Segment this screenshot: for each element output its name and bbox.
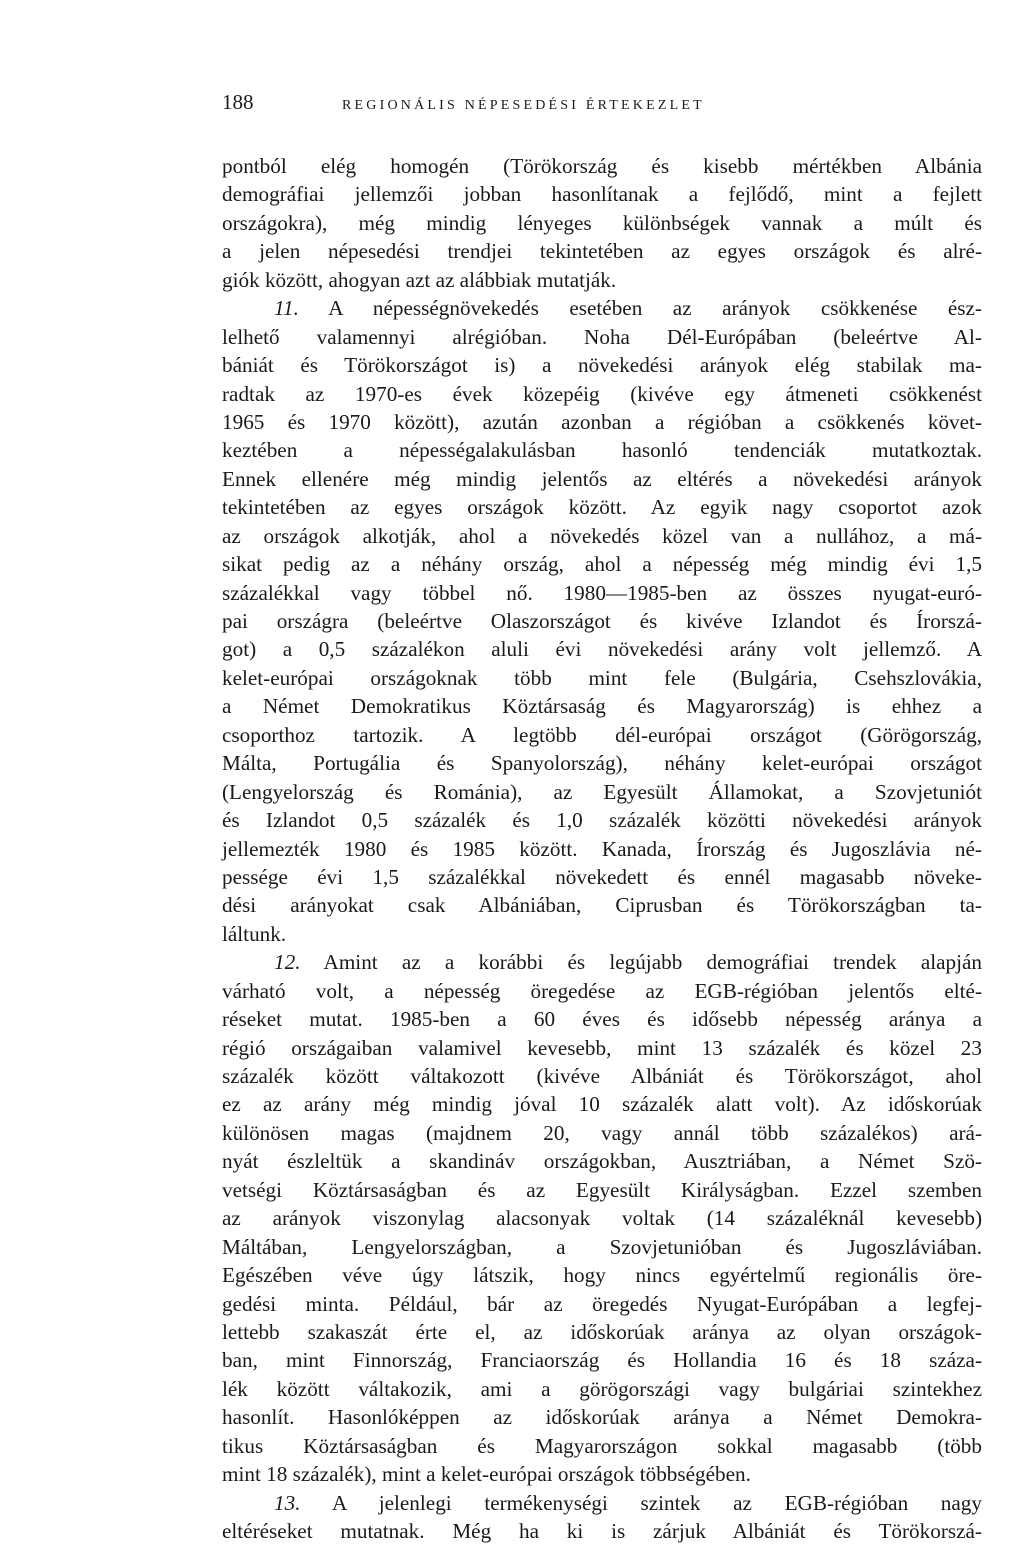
line-text: lék között váltakozik, ami a görögországi vagy bulgáriai szintekhez (222, 1376, 982, 1401)
document-page (222, 90, 982, 1545)
text-line (222, 1176, 982, 1204)
line-text: Málta, Portugália és Spanyolország), néhány kelet-európai országot (222, 751, 982, 776)
line-text: vetségi Köztársaságban és az Egyesült Királyságban. Ezzel szemben (222, 1177, 982, 1202)
text-line (222, 1034, 982, 1062)
line-text: országokra), még mindig lényeges különbségek vannak a múlt és (222, 210, 982, 235)
line-text: az országok alkotják, ahol a növekedés közel van a nullához, a má- (222, 523, 982, 548)
line-text: radtak az 1970-es évek közepéig (kivéve egy átmeneti csökkenést (222, 381, 982, 406)
text-line (222, 778, 982, 806)
line-text: különösen magas (majdnem 20, vagy annál több százalékos) ará- (222, 1120, 982, 1145)
text-line (222, 408, 982, 436)
text-line (222, 323, 982, 351)
text-line (222, 436, 982, 464)
line-text: sikat pedig az a néhány ország, ahol a népesség még mindig évi 1,5 (222, 552, 982, 577)
text-line (222, 550, 982, 578)
line-text: ban, mint Finnország, Franciaország és Hollandia 16 és 18 száza- (222, 1348, 982, 1373)
line-text: Amint az a korábbi és legújabb demográfiai trendek alapján (300, 950, 982, 975)
line-text: réseket mutat. 1985-ben a 60 éves és idősebb népesség aránya a (222, 1007, 982, 1032)
running-head (222, 90, 982, 122)
line-text: és Izlandot 0,5 százalék és 1,0 százalék közötti növekedési arányok (222, 808, 982, 833)
text-line (222, 1005, 982, 1033)
text-line (222, 266, 982, 294)
line-text: gedési minta. Például, bár az öregedés Nyugat-Európában a legfej- (222, 1291, 982, 1316)
text-line (222, 209, 982, 237)
text-line (222, 1346, 982, 1374)
line-text: dési arányokat csak Albániában, Ciprusban és Törökországban ta- (222, 893, 982, 918)
text-line (222, 835, 982, 863)
line-text: várható volt, a népesség öregedése az EGB-régióban jelentős elté- (222, 978, 982, 1003)
text-line (222, 1460, 982, 1488)
line-text: nyát észleltük a skandináv országokban, Ausztriában, a Német Szö- (222, 1149, 982, 1174)
text-line (222, 1517, 982, 1545)
line-text: pessége évi 1,5 százalékkal növekedett és ennél magasabb növeke- (222, 864, 982, 889)
line-text: (Lengyelország és Románia), az Egyesült Államokat, a Szovjetuniót (222, 779, 982, 804)
text-line (222, 635, 982, 663)
text-line (222, 920, 982, 948)
line-text: csoporthoz tartozik. A legtöbb dél-európai országot (Görögország, (222, 722, 982, 747)
text-line (222, 1090, 982, 1118)
text-line (222, 380, 982, 408)
text-line (222, 351, 982, 379)
line-text: százalék között váltakozott (kivéve Albániát és Törökországot, ahol (222, 1064, 982, 1088)
line-text: százalékkal vagy többel nő. 1980—1985-ben az összes nyugat-euró- (222, 580, 982, 605)
text-line (222, 1290, 982, 1318)
paragraph-number: 13. (274, 1490, 301, 1515)
text-line (222, 522, 982, 550)
text-line (222, 1375, 982, 1403)
paragraph-number: 11. (274, 296, 299, 321)
text-line (222, 1062, 982, 1090)
text-line (222, 1147, 982, 1175)
text-line (222, 1318, 982, 1346)
text-line (222, 579, 982, 607)
line-text: tikus Köztársaságban és Magyarországon sokkal magasabb (több (222, 1433, 982, 1458)
line-text: mint 18 százalék), mint a kelet-európai országok többségében. (222, 1462, 751, 1487)
text-line (222, 977, 982, 1005)
text-line (222, 1119, 982, 1147)
text-line (222, 721, 982, 749)
line-text: Egészében véve úgy látszik, hogy nincs egyértelmű regionális öre- (222, 1263, 982, 1288)
running-title: REGIONÁLIS NÉPESEDÉSI ÉRTEKEZLET (342, 98, 705, 113)
text-line (222, 1403, 982, 1431)
line-text: kelet-európai országoknak több mint fele (Bulgária, Csehszlovákia, (222, 665, 982, 690)
line-text: lettebb szakaszát érte el, az időskorúak aránya az olyan országok- (222, 1319, 982, 1344)
paragraph-start-line (222, 294, 982, 322)
paragraph-number: 12. (274, 950, 301, 975)
line-text: A népességnövekedés esetében az arányok csökkenése ész- (298, 296, 982, 321)
line-text: 1965 és 1970 között), azután azonban a régióban a csökkenés követ- (222, 409, 982, 434)
text-line (222, 806, 982, 834)
text-line (222, 180, 982, 208)
line-text: keztében a népességalakulásban hasonló tendenciák mutatkoztak. (222, 438, 982, 463)
line-text: régió országaiban valamivel kevesebb, mint 13 százalék és közel 23 (222, 1035, 982, 1060)
line-text: got) a 0,5 százalékon aluli évi növekedési arány volt jellemző. A (222, 637, 982, 662)
text-line (222, 1432, 982, 1460)
line-text: jellemezték 1980 és 1985 között. Kanada, Írország és Jugoszlávia né- (222, 836, 982, 861)
text-line (222, 692, 982, 720)
line-text: lelhető valamennyi alrégióban. Noha Dél-Európában (beleértve Al- (222, 324, 982, 349)
body-text (222, 152, 982, 1545)
line-text: Ennek ellenére még mindig jelentős az eltérés a növekedési arányok (222, 466, 982, 491)
line-text: az arányok viszonylag alacsonyak voltak (14 százaléknál kevesebb) (222, 1206, 982, 1231)
text-line (222, 664, 982, 692)
text-line (222, 152, 982, 180)
text-line (222, 237, 982, 265)
line-text: demográfiai jellemzői jobban hasonlítanak a fejlődő, mint a fejlett (222, 182, 982, 207)
text-line (222, 749, 982, 777)
line-text: hasonlít. Hasonlóképpen az időskorúak aránya a Német Demokra- (222, 1405, 982, 1430)
line-text: pai országra (beleértve Olaszországot és kivéve Izlandot és Írorszá- (222, 609, 982, 633)
text-line (222, 863, 982, 891)
text-line (222, 1233, 982, 1261)
paragraph-start-line (222, 948, 982, 976)
text-line (222, 465, 982, 493)
line-text: A jelenlegi termékenységi szintek az EGB-régióban nagy (300, 1490, 982, 1515)
text-line (222, 891, 982, 919)
page-number: 188 (222, 90, 254, 114)
line-text: a Német Demokratikus Köztársaság és Magyarország) is ehhez a (222, 694, 982, 719)
line-text: bániát és Törökországot is) a növekedési arányok elég stabilak ma- (222, 353, 982, 378)
line-text: pontból elég homogén (Törökország és kisebb mértékben Albánia (222, 154, 982, 178)
line-text: láltunk. (222, 921, 287, 946)
line-text: tekintetében az egyes országok között. Az egyik nagy csoportot azok (222, 495, 982, 520)
text-line (222, 607, 982, 635)
line-text: a jelen népesedési trendjei tekintetében az egyes országok és alré- (222, 239, 982, 264)
line-text: giók között, ahogyan azt az alábbiak mutatják. (222, 267, 617, 292)
paragraph-start-line (222, 1489, 982, 1517)
line-text: Máltában, Lengyelországban, a Szovjetunióban és Jugoszláviában. (222, 1234, 982, 1259)
text-line (222, 1204, 982, 1232)
line-text: ez az arány még mindig jóval 10 százalék alatt volt). Az időskorúak (222, 1092, 982, 1117)
text-line (222, 1261, 982, 1289)
text-line (222, 493, 982, 521)
line-text: eltéréseket mutatnak. Még ha ki is zárjuk Albániát és Törökorszá- (222, 1519, 982, 1543)
